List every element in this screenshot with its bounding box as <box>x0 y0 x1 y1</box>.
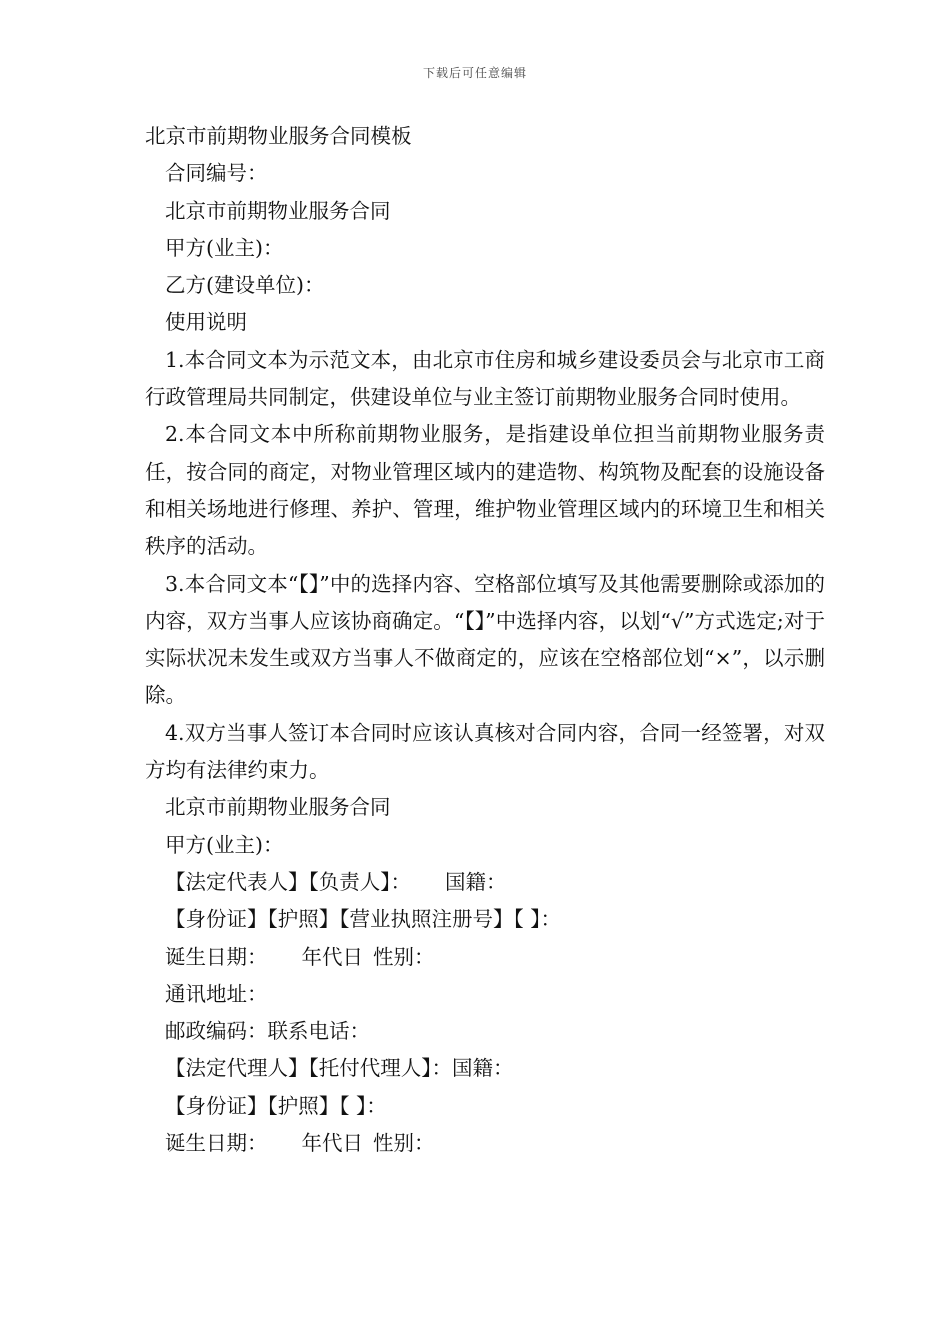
birth-date-label: 诞生日期： <box>165 944 268 969</box>
document-subtitle: 北京市前期物业服务合同 <box>165 198 391 223</box>
agent-birth-date-label: 诞生日期： <box>165 1131 268 1156</box>
legal-representative-line <box>145 864 825 901</box>
address-label: 通讯地址： <box>165 981 268 1006</box>
birth-date-line <box>145 939 825 976</box>
postal-code-label: 邮政编码： <box>165 1019 268 1044</box>
agent-birth-date-line <box>145 1125 825 1162</box>
instruction-paragraph-3: 3.本合同文本“【】”中的选择内容、空格部位填写及其他需要删除或添加的内容，双方当事人应该协商确定。“【】”中选择内容，以划“√”方式选定;对于实际状况未发生或双方当事人不做商定的，应该在空格部位划“×”，以示删除。 <box>145 571 825 708</box>
party-b-label: 乙方(建设单位)： <box>165 273 325 298</box>
agent-id-types-label: 【身份证】【护照】【 】： <box>165 1093 387 1118</box>
legal-representative-label: 【法定代表人】【负责人】： <box>165 869 411 894</box>
nationality-label: 国籍： <box>445 869 507 894</box>
contract-heading: 北京市前期物业服务合同 <box>165 795 391 820</box>
document-body <box>145 118 825 1162</box>
agent-line <box>145 1050 825 1087</box>
postal-phone-line <box>145 1013 825 1050</box>
contract-number-label: 合同编号： <box>165 161 268 186</box>
agent-label: 【法定代理人】【托付代理人】： <box>165 1056 452 1081</box>
party-a-label: 甲方(业主)： <box>165 235 284 260</box>
gender-label: 性别： <box>373 944 435 969</box>
agent-gender-label: 性别： <box>373 1131 435 1156</box>
id-types-label: 【身份证】【护照】【营业执照注册号】【 】： <box>165 907 562 932</box>
party-a-section-label: 甲方(业主)： <box>165 832 284 857</box>
instructions-heading: 使用说明 <box>165 310 247 335</box>
birth-date-units: 年代日 <box>301 944 363 969</box>
page-header-note: 下载后可任意编辑 <box>422 66 527 80</box>
instruction-paragraph-1: 1.本合同文本为示范文本，由北京市住房和城乡建设委员会与北京市工商行政管理局共同制定，供建设单位与业主签订前期物业服务合同时使用。 <box>145 347 825 410</box>
document-title: 北京市前期物业服务合同模板 <box>145 124 412 148</box>
agent-birth-date-units: 年代日 <box>301 1131 363 1156</box>
phone-label: 联系电话： <box>267 1019 370 1044</box>
instruction-paragraph-4: 4.双方当事人签订本合同时应该认真核对合同内容，合同一经签署，对双方均有法律约束力。 <box>145 720 825 783</box>
agent-nationality-label: 国籍： <box>452 1056 514 1081</box>
instruction-paragraph-2: 2.本合同文本中所称前期物业服务，是指建设单位担当前期物业服务责任，按合同的商定，对物业管理区域内的建造物、构筑物及配套的设施设备和相关场地进行修理、养护、管理，维护物业管理区域内的环境卫生和相关秩序的活动。 <box>145 422 825 559</box>
